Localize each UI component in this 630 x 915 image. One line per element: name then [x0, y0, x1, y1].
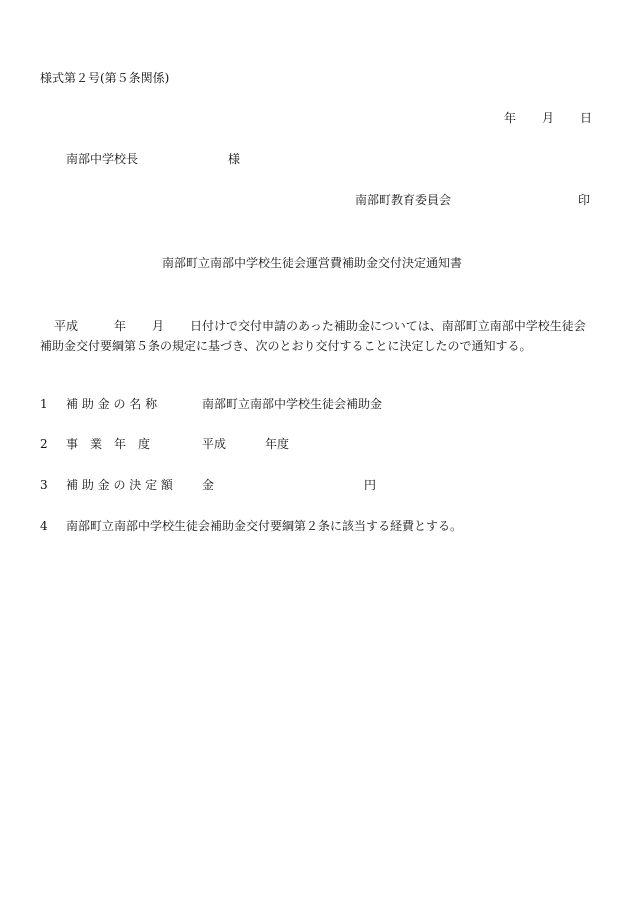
item-label: 補 助 金 の 決 定 額 — [66, 478, 173, 492]
body-rest: 日付けで交付申請のあった補助金については、南部町立南部中学校生徒会 — [190, 319, 586, 333]
item-number: 2 — [40, 437, 48, 451]
recipient — [66, 151, 241, 167]
item-number: 4 — [40, 519, 48, 533]
notice-body-line-1 — [40, 316, 600, 336]
document-title: 南部町立南部中学校生徒会運営費補助金交付決定通知書 — [162, 256, 463, 270]
issuer-name: 南部町教育委員会 — [355, 193, 452, 207]
item-label: 事 業 年 度 — [66, 437, 151, 451]
body-era: 平成 — [54, 319, 79, 333]
body-month: 月 — [152, 319, 165, 333]
body-year: 年 — [114, 319, 127, 333]
date-year-label: 年 — [504, 111, 517, 125]
recipient-honorific: 様 — [228, 152, 241, 166]
item-number: 3 — [40, 478, 48, 492]
date-day-label: 日 — [580, 111, 593, 125]
item-value: 金 — [202, 478, 215, 492]
seal-mark: 印 — [578, 193, 591, 207]
item-value-suffix: 円 — [364, 478, 377, 492]
recipient-name: 南部中学校長 — [66, 152, 139, 166]
item-value: 南部町立南部中学校生徒会補助金 — [202, 397, 383, 411]
item-number: 1 — [40, 397, 48, 411]
item-value: 平成 — [202, 437, 227, 451]
notice-body — [40, 316, 600, 356]
form-number: 様式第２号(第５条関係) — [40, 71, 170, 85]
item-value-suffix: 年度 — [265, 437, 290, 451]
item-text: 南部町立南部中学校生徒会補助金交付要綱第２条に該当する経費とする。 — [66, 519, 463, 533]
notice-body-line-2: 補助金交付要綱第５条の規定に基づき、次のとおり交付することに決定したので通知する。 — [40, 339, 532, 353]
item-label: 補 助 金 の 名 称 — [66, 397, 158, 411]
date-line — [504, 110, 592, 126]
date-month-label: 月 — [542, 111, 555, 125]
